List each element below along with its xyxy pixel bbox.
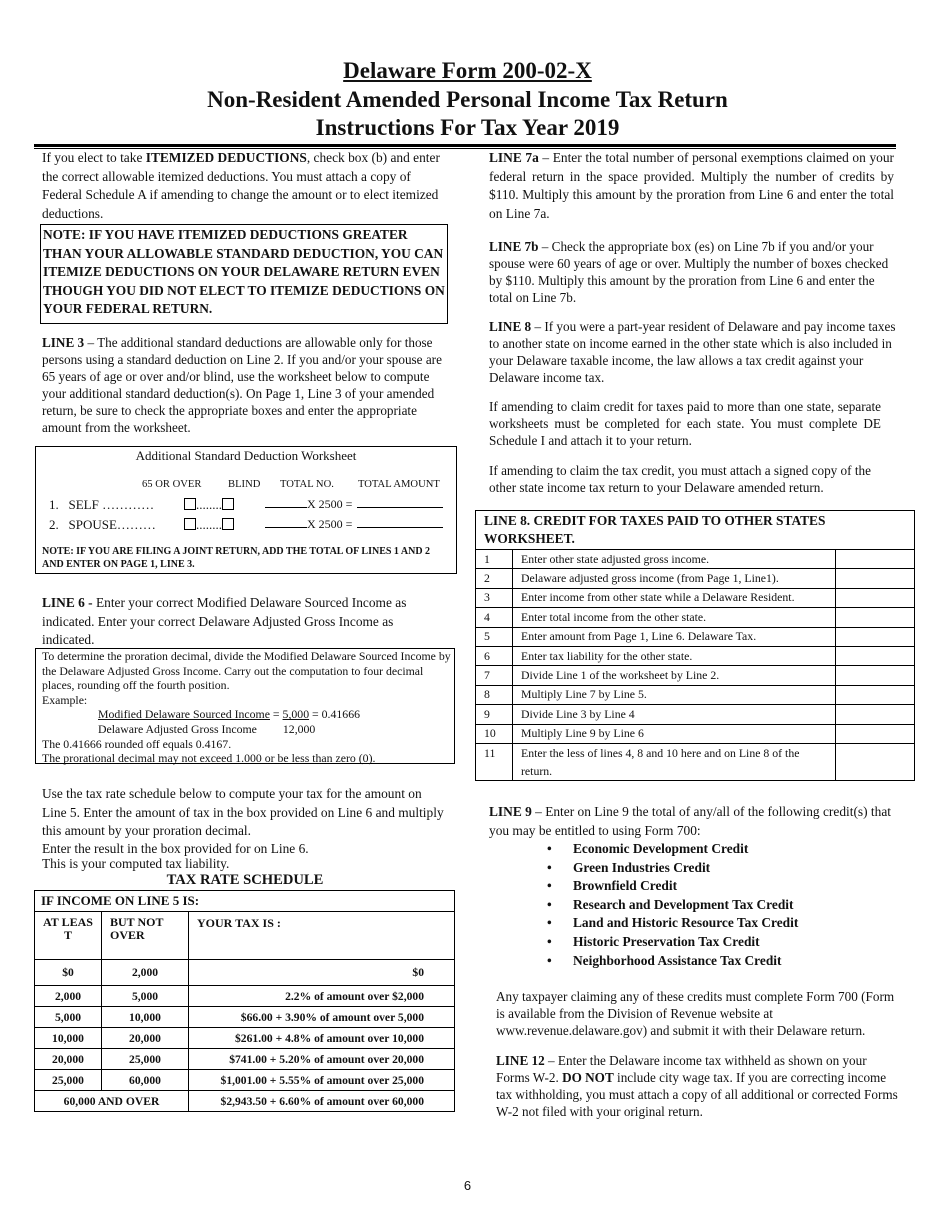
multi-state-paragraph: If amending to claim credit for taxes paid to more than one state, separate worksheets must be completed for each state. You must complete DE Schedule I and attach it to your return. xyxy=(489,399,881,448)
table-row: 1 Enter other state adjusted gross income. xyxy=(476,550,915,569)
proration-box xyxy=(35,648,455,764)
table-row: 20,000 25,000 $741.00 + 5.20% of amount over 20,000 xyxy=(35,1049,455,1070)
table-row: 3 Enter income from other state while a Delaware Resident. xyxy=(476,588,915,607)
credit-line4-amount[interactable] xyxy=(836,608,915,627)
credit-worksheet-table xyxy=(475,510,915,781)
table-row: 7 Divide Line 1 of the worksheet by Line 2. xyxy=(476,666,915,685)
credit-line7-amount[interactable] xyxy=(836,666,915,685)
page-number: 6 xyxy=(463,1178,472,1193)
line7b-paragraph: LINE 7b – Check the appropriate box (es) on Line 7b if you and/or your spouse were 60 years of age or over. Multiply the number of boxes checked by $110. Multiply this amount by the proration from Line 6 and enter the total on Line 7b. xyxy=(489,239,889,305)
table-row: 2 Delaware adjusted gross income (from Page 1, Line1). xyxy=(476,569,915,588)
self-blind-checkbox[interactable] xyxy=(222,498,234,510)
table-row: 10 Multiply Line 9 by Line 6 xyxy=(476,724,915,743)
line3-paragraph: LINE 3 – The additional standard deductions are allowable only for those persons using a standard deduction on Line 2. If you and/or your spouse are 65 years of age or over and/or blind, use the worksheet below to compute your additional standard deduction(s). On Page 1, Line 3 of your amended return, be sure to check the appropriate boxes and enter the appropriate amount from the worksheet. xyxy=(42,335,442,435)
credit-line1-amount[interactable] xyxy=(836,550,915,569)
table-row: 9 Divide Line 3 by Line 4 xyxy=(476,705,915,724)
table-row: 25,000 60,000 $1,001.00 + 5.55% of amount over 25,000 xyxy=(35,1070,455,1091)
table-row: 2,000 5,000 2.2% of amount over $2,000 xyxy=(35,986,455,1007)
spouse-total-line: X 2500 = xyxy=(265,517,443,532)
form-year-title: Instructions For Tax Year 2019 xyxy=(315,115,620,140)
list-item: • Economic Development Credit xyxy=(489,840,899,859)
schedule-header: IF INCOME ON LINE 5 IS: xyxy=(35,891,455,912)
example-line2: Delaware Adjusted Gross Income 12,000 xyxy=(98,721,316,736)
spouse-checkboxes: ........ xyxy=(184,517,234,533)
self-checkboxes: ........ xyxy=(184,497,234,513)
worksheet-title: Additional Standard Deduction Worksheet xyxy=(135,448,357,463)
schedule-intro: Use the tax rate schedule below to compute your tax for the amount on Line 5. Enter the amount of tax in the box provided on Line 6 and multiply this amount by your proration decimal. Enter the result in the box provided for on Line 6. This is your computed tax liability. xyxy=(42,786,444,871)
credit-line9-amount[interactable] xyxy=(836,705,915,724)
table-row: 5 Enter amount from Page 1, Line 6. Delaware Tax. xyxy=(476,627,915,646)
header-rule-thick xyxy=(34,144,896,147)
credit-line6-amount[interactable] xyxy=(836,646,915,665)
credit-line10-amount[interactable] xyxy=(836,724,915,743)
table-row: 6 Enter tax liability for the other state. xyxy=(476,646,915,665)
limit-note: The prorational decimal may not exceed 1.000 or be less than zero (0). xyxy=(42,751,376,766)
spouse-total-amount-field[interactable] xyxy=(357,527,443,528)
tax-rate-schedule-title: TAX RATE SCHEDULE xyxy=(166,872,324,888)
spouse-total-no-field[interactable] xyxy=(265,527,307,528)
list-item: • Historic Preservation Tax Credit xyxy=(489,933,899,952)
self-total-line: X 2500 = xyxy=(265,497,443,512)
col-but-not-over: BUT NOT OVER xyxy=(102,912,189,960)
credit-line5-amount[interactable] xyxy=(836,627,915,646)
worksheet-row-spouse: 2. SPOUSE……… xyxy=(49,517,156,532)
self-65-checkbox[interactable] xyxy=(184,498,196,510)
col-total-amount: TOTAL AMOUNT xyxy=(358,479,440,490)
credit-worksheet-title: LINE 8. CREDIT FOR TAXES PAID TO OTHER STATES WORKSHEET. xyxy=(476,511,915,550)
list-item: • Research and Development Tax Credit xyxy=(489,896,899,915)
rounded-note: The 0.41666 rounded off equals 0.4167. xyxy=(42,736,232,751)
col-65-or-over: 65 OR OVER xyxy=(142,479,202,490)
itemize-note-box: NOTE: IF YOU HAVE ITEMIZED DEDUCTIONS GREATER THAN YOUR ALLOWABLE STANDARD DEDUCTION, YOU CAN ITEMIZE DEDUCTIONS ON YOUR DELAWARE RETURN EVEN THOUGH YOU DID NOT ELECT TO ITEMIZE DEDUCTIONS ON YOUR FEDERAL RETURN. xyxy=(40,224,448,324)
table-row: 60,000 AND OVER $2,943.50 + 6.60% of amount over 60,000 xyxy=(35,1091,455,1112)
form-title: Delaware Form 200-02-X xyxy=(343,58,592,83)
example-label: Example: xyxy=(42,692,88,707)
col-blind: BLIND xyxy=(228,479,261,490)
table-row: 8 Multiply Line 7 by Line 5. xyxy=(476,685,915,704)
line9-paragraph: LINE 9 – Enter on Line 9 the total of any/all of the following credit(s) that you may be entitled to using Form 700: xyxy=(489,804,892,838)
form700-paragraph: Any taxpayer claiming any of these credits must complete Form 700 (Form is available from the Division of Revenue website at www.revenue.delaware.gov) and submit it with their Delaware return. xyxy=(496,989,895,1038)
tax-rate-schedule-table xyxy=(34,890,455,1112)
line7a-paragraph: LINE 7a – Enter the total number of personal exemptions claimed on your federal return in the space provided. Multiply the number of credits by $110. Multiply this amount by the proration from Line 6 and enter the total on Line 7a. xyxy=(489,150,894,221)
list-item: • Brownfield Credit xyxy=(489,877,899,896)
line8-paragraph: LINE 8 – If you were a part-year resident of Delaware and pay income taxes to another state on income earned in the other state which is also included in your Delaware taxable income, the law allows a tax credit against your Delaware income tax. xyxy=(489,319,896,385)
list-item: • Land and Historic Resource Tax Credit xyxy=(489,914,899,933)
worksheet-joint-note: NOTE: IF YOU ARE FILING A JOINT RETURN, ADD THE TOTAL OF LINES 1 AND 2 AND ENTER ON PAGE 1, LINE 3. xyxy=(42,546,431,570)
col-at-least: AT LEAS T xyxy=(35,912,102,960)
list-item: • Green Industries Credit xyxy=(489,859,899,878)
self-total-no-field[interactable] xyxy=(265,507,307,508)
itemized-paragraph: If you elect to take ITEMIZED DEDUCTIONS, check box (b) and enter the correct allowable itemized deductions. You must attach a copy of Federal Schedule A if amending to change the amount or to elect itemized deductions. xyxy=(42,150,440,221)
col-total-no: TOTAL NO. xyxy=(280,479,334,490)
self-total-amount-field[interactable] xyxy=(357,507,443,508)
table-row: 10,000 20,000 $261.00 + 4.8% of amount over 10,000 xyxy=(35,1028,455,1049)
table-row: 5,000 10,000 $66.00 + 3.90% of amount over 5,000 xyxy=(35,1007,455,1028)
signed-copy-paragraph: If amending to claim the tax credit, you must attach a signed copy of the other state income tax return to your Delaware amended return. xyxy=(489,463,871,495)
worksheet-row-self: 1. SELF ………… xyxy=(49,497,155,512)
line6-paragraph: LINE 6 - Enter your correct Modified Delaware Sourced Income as indicated. Enter your correct Delaware Adjusted Gross Income as indicated. xyxy=(42,595,407,648)
credit-line2-amount[interactable] xyxy=(836,569,915,588)
spouse-65-checkbox[interactable] xyxy=(184,518,196,530)
line12-paragraph: LINE 12 – Enter the Delaware income tax withheld as shown on your Forms W-2. DO NOT include city wage tax. If you are correcting income tax withholding, you must attach a copy of all additional or corrected Forms W-2 not filed with your original return. xyxy=(496,1053,898,1119)
credit-line3-amount[interactable] xyxy=(836,588,915,607)
col-your-tax: YOUR TAX IS : xyxy=(189,912,455,960)
form-subtitle: Non-Resident Amended Personal Income Tax Return xyxy=(207,87,728,112)
additional-deduction-worksheet xyxy=(35,446,457,574)
example-line1: Modified Delaware Sourced Income = 5,000 = 0.41666 xyxy=(98,707,360,722)
proration-text: To determine the proration decimal, divide the Modified Delaware Sourced Income by the Delaware Adjusted Gross Income. Carry out the computation to four decimal places, rounding off the fourth position. xyxy=(42,649,451,693)
table-row: $0 2,000 $0 xyxy=(35,960,455,986)
credit-line11-amount[interactable] xyxy=(836,743,915,780)
spouse-blind-checkbox[interactable] xyxy=(222,518,234,530)
table-row: 4 Enter total income from the other state. xyxy=(476,608,915,627)
credits-list xyxy=(489,840,899,970)
list-item: • Neighborhood Assistance Tax Credit xyxy=(489,952,899,971)
table-row: 11 Enter the less of lines 4, 8 and 10 here and on Line 8 of the return. xyxy=(476,743,915,780)
credit-line8-amount[interactable] xyxy=(836,685,915,704)
